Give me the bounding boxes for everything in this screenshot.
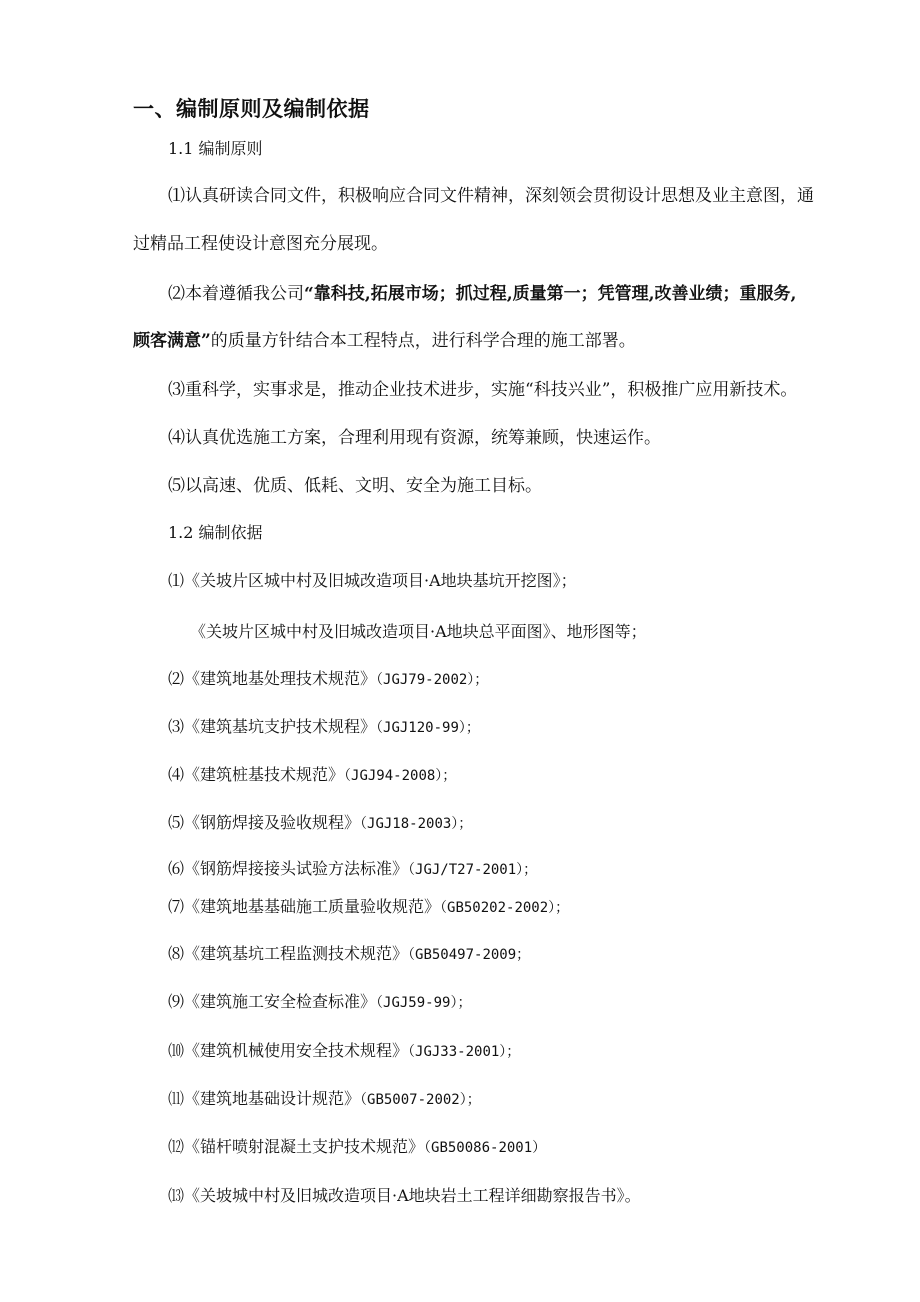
reference-title: ⑹《钢筋焊接接头试验方法标准》	[168, 859, 409, 878]
reference-title: ⑽《建筑机械使用安全技术规程》	[168, 1041, 409, 1060]
principle-2-line-2	[133, 330, 636, 352]
reference-item-11	[168, 1088, 481, 1111]
reference-code: （JGJ18-2003）；	[360, 816, 473, 832]
reference-title: ⑵《建筑地基处理技术规范》	[168, 669, 377, 688]
reference-title: ⑾《建筑地基础设计规范》	[168, 1089, 361, 1108]
reference-item-12	[168, 1136, 546, 1159]
principle-2-prefix: ⑵本着遵循我公司	[168, 284, 304, 304]
principle-4: ⑷认真优选施工方案，合理利用现有资源，统筹兼顾，快速运作。	[168, 428, 661, 448]
reference-code: （GB50086-2001）	[424, 1140, 547, 1156]
reference-item-13	[168, 1185, 641, 1207]
reference-title: ⑺《建筑地基基础施工质量验收规范》	[168, 897, 441, 916]
reference-code: （JGJ120-99）；	[376, 720, 480, 736]
reference-item-4	[168, 764, 456, 787]
reference-item-7	[168, 896, 569, 919]
page-title: 一、编制原则及编制依据	[133, 96, 370, 121]
reference-title: ⑸《钢筋焊接及验收规程》	[168, 813, 361, 832]
principle-1-line-1: ⑴认真研读合同文件，积极响应合同文件精神，深刻领会贯彻设计思想及业主意图，通	[168, 186, 814, 206]
reference-code: （JGJ33-2001）；	[408, 1044, 521, 1060]
reference-item-10	[168, 1040, 520, 1063]
principle-1-line-2: 过精品工程使设计意图充分展现。	[133, 234, 388, 254]
reference-item-9	[168, 991, 471, 1014]
reference-title: ⒀《关坡城中村及旧城改造项目·A地块岩土工程详细勘察报告书》。	[168, 1186, 641, 1205]
reference-code: （GB5007-2002）；	[360, 1092, 481, 1108]
reference-item-8	[168, 943, 530, 966]
section-title-principles: 1.1 编制原则	[168, 139, 263, 158]
reference-title: ⑼《建筑施工安全检查标准》	[168, 992, 377, 1011]
reference-code: （JGJ79-2002）；	[376, 672, 489, 688]
principle-2-suffix: 的质量方针结合本工程特点，进行科学合理的施工部署。	[210, 331, 636, 351]
reference-item-3	[168, 716, 480, 739]
reference-item-1b	[190, 621, 647, 643]
reference-code: （JGJ94-2008）；	[344, 768, 457, 784]
reference-code: （JGJ/T27-2001）；	[408, 862, 538, 878]
reference-item-2	[168, 668, 488, 691]
reference-item-5	[168, 812, 472, 835]
quality-policy-part-1: “靠科技,拓展市场；抓过程,质量第一；凭管理,改善业绩；重服务,	[304, 284, 797, 304]
reference-title: ⑶《建筑基坑支护技术规程》	[168, 717, 377, 736]
reference-code: （GB50202-2002）；	[440, 900, 570, 916]
reference-title: ⑷《建筑桩基技术规范》	[168, 765, 345, 784]
reference-item-1	[168, 570, 577, 592]
principle-3: ⑶重科学，实事求是，推动企业技术进步，实施“科技兴业”，积极推广应用新技术。	[168, 380, 798, 400]
quality-policy-part-2: 顾客满意”	[133, 331, 211, 351]
reference-title: ⑿《锚杆喷射混凝土支护技术规范》	[168, 1137, 425, 1156]
reference-title: 《关坡片区城中村及旧城改造项目·A地块总平面图》、地形图等；	[190, 622, 647, 641]
reference-title: ⑻《建筑基坑工程监测技术规范》	[168, 944, 409, 963]
principle-2-line-1	[168, 283, 796, 305]
principle-5: ⑸以高速、优质、低耗、文明、安全为施工目标。	[168, 476, 542, 496]
section-title-basis: 1.2 编制依据	[168, 523, 263, 542]
reference-item-6	[168, 858, 537, 881]
reference-code: （JGJ59-99）；	[376, 995, 472, 1011]
reference-title: ⑴《关坡片区城中村及旧城改造项目·A地块基坑开挖图》；	[168, 571, 577, 590]
reference-code: （GB50497-2009；	[408, 947, 531, 963]
